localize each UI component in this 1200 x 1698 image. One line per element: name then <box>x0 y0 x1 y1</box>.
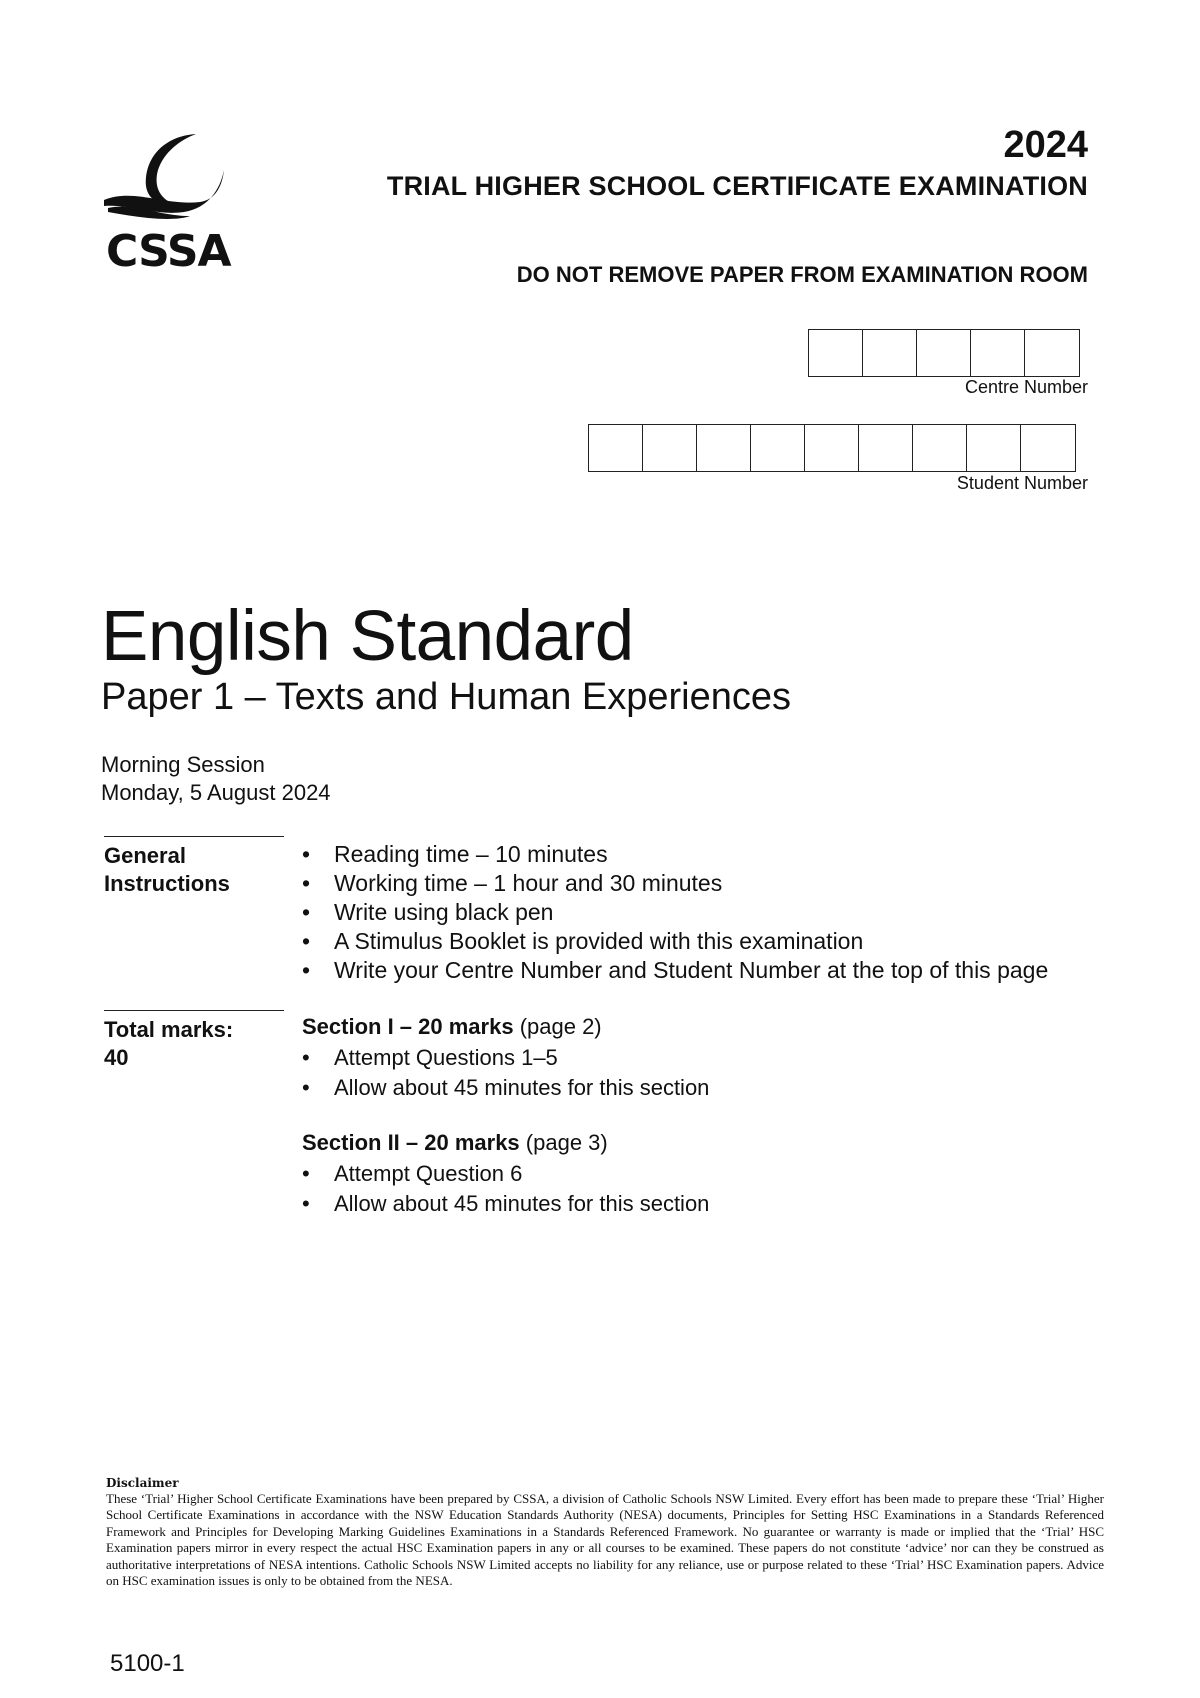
exam-date: Monday, 5 August 2024 <box>101 780 331 805</box>
student-number-digit-box[interactable] <box>751 425 805 471</box>
cssa-swoosh-icon <box>104 128 244 228</box>
session-label: Morning Session <box>101 752 265 777</box>
student-number-label: Student Number <box>956 473 1088 493</box>
list-item: • Allow about 45 minutes for this section <box>302 1073 709 1103</box>
centre-number-label: Centre Number <box>964 377 1088 397</box>
centre-number-digit-box[interactable] <box>863 330 917 376</box>
list-item: • A Stimulus Booklet is provided with this examination <box>302 927 1048 956</box>
disclaimer-heading: Disclaimer <box>106 1476 179 1490</box>
exam-year: 2024 <box>1003 124 1088 166</box>
paper-title: Paper 1 – Texts and Human Experiences <box>101 676 792 718</box>
total-marks-label <box>104 1016 233 1072</box>
list-item: • Reading time – 10 minutes <box>302 840 1048 869</box>
subject-title: English Standard <box>101 597 634 676</box>
section-2-list <box>302 1159 709 1219</box>
total-marks-text: Total marks: <box>104 1017 234 1042</box>
total-marks-value: 40 <box>104 1045 129 1070</box>
divider <box>104 836 284 837</box>
general-instructions-list <box>302 840 1048 985</box>
list-item: • Attempt Question 6 <box>302 1159 709 1189</box>
section-2-page: (page 3) <box>525 1130 608 1155</box>
student-number-digit-box[interactable] <box>805 425 859 471</box>
list-item: • Working time – 1 hour and 30 minutes <box>302 869 1048 898</box>
logo-text: CSSA <box>106 226 231 277</box>
list-item: • Write your Centre Number and Student Number at the top of this page <box>302 956 1048 985</box>
centre-number-digit-box[interactable] <box>971 330 1025 376</box>
student-number-digit-box[interactable] <box>859 425 913 471</box>
list-item: • Write using black pen <box>302 898 1048 927</box>
paper-code: 5100-1 <box>110 1650 185 1677</box>
section-1-page: (page 2) <box>519 1014 602 1039</box>
do-not-remove-notice: DO NOT REMOVE PAPER FROM EXAMINATION ROOM <box>516 262 1088 287</box>
section-2-title: Section II – 20 marks <box>302 1130 520 1155</box>
section-1-title: Section I – 20 marks <box>302 1014 514 1039</box>
list-item: • Attempt Questions 1–5 <box>302 1043 709 1073</box>
general-instructions-label <box>104 842 230 898</box>
disclaimer-text: These ‘Trial’ Higher School Certificate Examinations have been prepared by CSSA, a division of Catholic Schools NSW Limited. Every effort has been made to prepare these ‘Trial’ Higher School Certificate Examinations in accordance with the NSW Education Standards Authority (NESA) documents, Principles for Setting HSC Examinations in a Standards Referenced Framework and Principles for Developing Marking Guidelines Examinations in a Standards Referenced Framework. No guarantee or warranty is made or implied that the ‘Trial’ HSC Examination papers mirror in every respect the actual HSC Examination papers in any or all courses to be examined. These papers do not constitute ‘advice’ nor can they be construed as authoritative interpretations of NESA intentions. Catholic Schools NSW Limited accepts no liability for any reliance, use or purpose related to these ‘Trial’ HSC Examination papers. Advice on HSC examination issues is only to be obtained from the NESA. <box>106 1491 1104 1589</box>
centre-number-digit-box[interactable] <box>1025 330 1079 376</box>
student-number-boxes[interactable] <box>588 424 1076 472</box>
student-number-digit-box[interactable] <box>643 425 697 471</box>
student-number-digit-box[interactable] <box>1021 425 1075 471</box>
centre-number-digit-box[interactable] <box>809 330 863 376</box>
general-label-line: General <box>104 843 186 868</box>
section-1-heading <box>302 1014 602 1040</box>
cssa-logo <box>104 128 244 278</box>
section-2-heading <box>302 1130 608 1156</box>
student-number-digit-box[interactable] <box>697 425 751 471</box>
student-number-digit-box[interactable] <box>913 425 967 471</box>
centre-number-boxes[interactable] <box>808 329 1080 377</box>
exam-title: TRIAL HIGHER SCHOOL CERTIFICATE EXAMINATION <box>386 171 1088 201</box>
divider <box>104 1010 284 1011</box>
centre-number-digit-box[interactable] <box>917 330 971 376</box>
student-number-digit-box[interactable] <box>589 425 643 471</box>
list-item: • Allow about 45 minutes for this section <box>302 1189 709 1219</box>
section-1-list <box>302 1043 709 1103</box>
instructions-label-line: Instructions <box>104 871 230 896</box>
student-number-digit-box[interactable] <box>967 425 1021 471</box>
